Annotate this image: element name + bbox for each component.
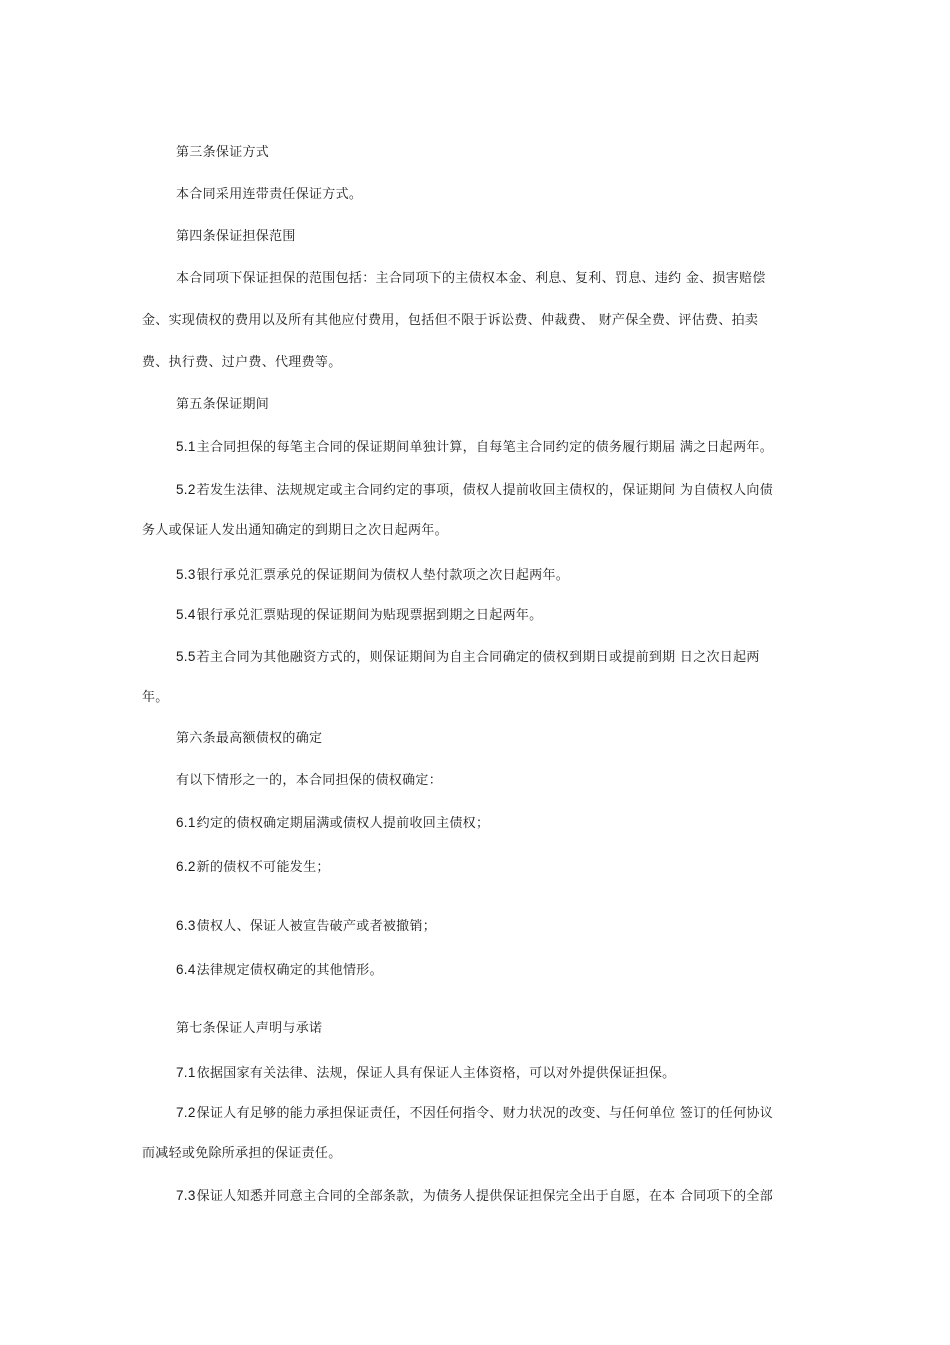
clause-text: 新的债权不可能发生；	[196, 860, 330, 875]
article-3-heading: 第三条保证方式	[176, 145, 270, 160]
article-5-heading: 第五条保证期间	[176, 397, 270, 412]
clause-text: 银行承兑汇票承兑的保证期间为债权人垫付款项之次日起两年。	[196, 568, 570, 583]
article-4-line-1: 本合同项下保证担保的范围包括：主合同项下的主债权本金、利息、复利、罚息、违约 金、损害赔偿	[176, 271, 766, 286]
article-7-heading: 第七条保证人声明与承诺	[176, 1021, 323, 1036]
clause-number: 5.5	[176, 649, 196, 664]
clause-6-3	[176, 917, 826, 936]
clause-number: 6.4	[176, 962, 196, 977]
clause-number: 7.3	[176, 1188, 196, 1203]
clause-7-2	[176, 1104, 826, 1123]
clause-6-1	[176, 814, 826, 833]
clause-text: 依据国家有关法律、法规，保证人具有保证人主体资格，可以对外提供保证担保。	[196, 1066, 676, 1081]
clause-text: 保证人有足够的能力承担保证责任，不因任何指令、财力状况的改变、与任何单位 签订的任何协议	[196, 1106, 774, 1121]
article-4-line-2: 金、实现债权的费用以及所有其他应付费用，包括但不限于诉讼费、仲裁费、 财产保全费、评估费、拍卖	[142, 313, 759, 328]
clause-5-4	[176, 606, 826, 625]
clause-text: 银行承兑汇票贴现的保证期间为贴现票据到期之日起两年。	[196, 608, 543, 623]
clause-7-1	[176, 1064, 826, 1083]
clause-number: 7.1	[176, 1065, 196, 1080]
article-6-intro: 有以下情形之一的，本合同担保的债权确定：	[176, 773, 443, 788]
clause-5-5	[176, 648, 826, 667]
clause-number: 5.3	[176, 567, 196, 582]
clause-text: 保证人知悉并同意主合同的全部条款，为债务人提供保证担保完全出于自愿，在本 合同项下的全部	[196, 1189, 774, 1204]
clause-text: 法律规定债权确定的其他情形。	[196, 963, 383, 978]
clause-text: 债权人、保证人被宣告破产或者被撤销；	[196, 919, 437, 934]
clause-5-5-line-2: 年。	[142, 690, 169, 705]
clause-number: 6.3	[176, 918, 196, 933]
clause-7-3	[176, 1187, 826, 1206]
article-3-body: 本合同采用连带责任保证方式。	[176, 187, 363, 202]
clause-text: 若主合同为其他融资方式的，则保证期间为自主合同确定的债权到期日或提前到期 日之次日起两	[196, 650, 760, 665]
clause-text: 约定的债权确定期届满或债权人提前收回主债权；	[196, 816, 490, 831]
clause-number: 5.1	[176, 439, 196, 454]
clause-5-2-line-2: 务人或保证人发出通知确定的到期日之次日起两年。	[142, 523, 448, 538]
clause-6-4	[176, 961, 826, 980]
clause-5-3	[176, 566, 826, 585]
article-6-heading: 第六条最高额债权的确定	[176, 731, 323, 746]
clause-text: 主合同担保的每笔主合同的保证期间单独计算，自每笔主合同约定的债务履行期届 满之日起两年。	[196, 440, 774, 455]
clause-number: 7.2	[176, 1105, 196, 1120]
clause-5-2	[176, 481, 826, 500]
clause-6-2	[176, 858, 826, 877]
article-4-heading: 第四条保证担保范围	[176, 229, 296, 244]
clause-text: 若发生法律、法规规定或主合同约定的事项，债权人提前收回主债权的，保证期间 为自债权人向债	[196, 483, 774, 498]
clause-number: 6.1	[176, 815, 196, 830]
article-4-line-3: 费、执行费、过户费、代理费等。	[142, 355, 342, 370]
clause-number: 5.4	[176, 607, 196, 622]
clause-5-1	[176, 438, 826, 457]
clause-number: 5.2	[176, 482, 196, 497]
clause-number: 6.2	[176, 859, 196, 874]
clause-7-2-line-2: 而减轻或免除所承担的保证责任。	[142, 1146, 342, 1161]
